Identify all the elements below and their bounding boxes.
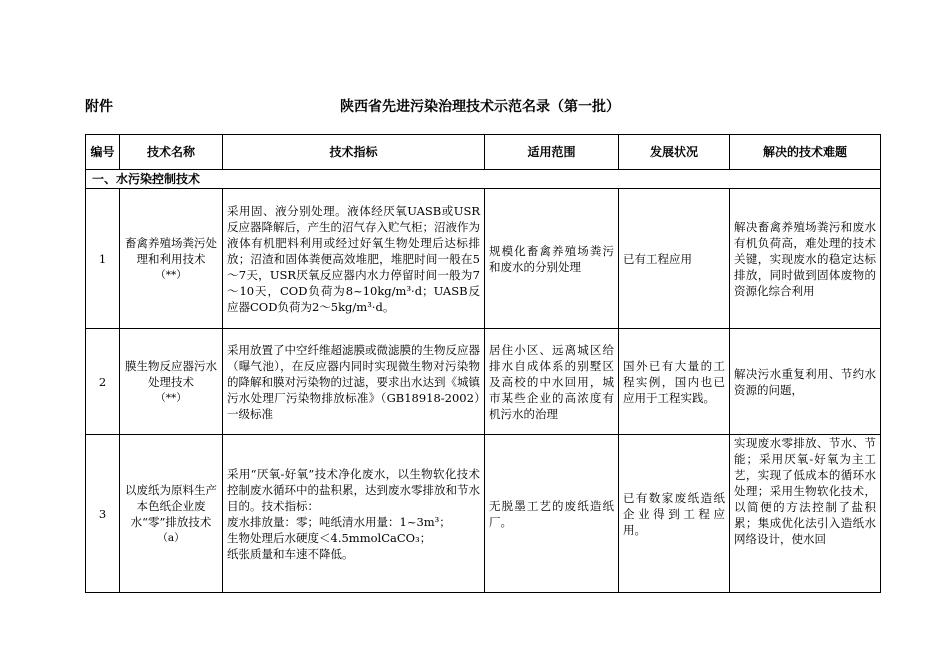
tech-scope: 规模化畜禽养殖场粪污和废水的分别处理: [485, 189, 619, 329]
col-header-tech-name: 技术名称: [120, 135, 223, 170]
tech-problem: 解决畜禽养殖场粪污和废水有机负荷高，难处理的技术关键，实现废水的稳定达标排放，同时做到固体废物的资源化综合利用: [730, 189, 881, 329]
row-number: 3: [86, 435, 120, 593]
tech-metric-cell: [223, 435, 485, 593]
tech-scope: 居住小区、远离城区给排水自成体系的别墅区及高校的中水回用，城市某些企业的高浓度有机污水的治理: [485, 329, 619, 435]
technology-table: [85, 134, 881, 593]
tech-metric-line: 纸张质量和车速不降低。: [227, 546, 354, 561]
tech-status: 国外已有大量的工程实例，国内也已应用于工程实践。: [619, 329, 730, 435]
col-header-status: 发展状况: [619, 135, 730, 170]
tech-status: 已有数家废纸造纸企业得到工程应用。: [619, 435, 730, 593]
tech-status: 已有工程应用: [619, 189, 730, 329]
tech-name-cell: [120, 189, 223, 329]
table-row: [86, 189, 881, 329]
tech-metric: 采用放置了中空纤维超滤膜或微滤膜的生物反应器（曝气池），在反应器内同时实现微生物对污染物的降解和膜对污染物的过滤，要求出水达到《城镇污水处理厂污染物排放标准》（GB18918-2002）一级标准: [223, 329, 485, 435]
row-number: 1: [86, 189, 120, 329]
tech-metric: 采用固、液分别处理。液体经厌氧UASB或USR反应器降解后，产生的沼气存入贮气柜；沼液作为液体有机肥料利用或经过好氧生物处理后达标排放；沼渣和固体粪便高效堆肥，堆肥时间一般在5～7天，USR厌氧反应器内水力停留时间一般为7～10天，COD负荷为8~10kg/m³·d；UASB反应器COD负荷为2～5kg/m³·d。: [223, 189, 485, 329]
col-header-tech-metrics: 技术指标: [223, 135, 485, 170]
tech-problem: 解决污水重复利用、节约水资源的问题，: [730, 329, 881, 435]
tech-name: 畜禽养殖场粪污处理和利用技术: [125, 235, 217, 266]
table-header-row: [86, 135, 881, 170]
tech-problem: 实现废水零排放、节水、节能；采用厌氧-好氧为主工艺，实现了低成本的循环水处理；采用生物软化技术，以简便的方法控制了盐积累；集成优化法引入造纸水网络设计，使水回: [734, 436, 876, 546]
section-title: 一、水污染控制技术: [86, 170, 881, 189]
tech-mark: （**）: [155, 268, 187, 281]
table-row: [86, 329, 881, 435]
col-header-scope: 适用范围: [485, 135, 619, 170]
row-number: 2: [86, 329, 120, 435]
tech-scope: 无脱墨工艺的废纸造纸厂。: [485, 435, 619, 593]
page-title: 陕西省先进污染治理技术示范名录（第一批）: [340, 99, 620, 115]
tech-problem-cell: [730, 435, 881, 593]
col-header-number: 编号: [86, 135, 120, 170]
tech-metric-line: 采用“厌氧-好氧”技术净化废水，以生物软化技术控制废水循环中的盐积累，达到废水零排放和节水目的。技术指标：: [227, 466, 480, 513]
col-header-problems: 解决的技术难题: [730, 135, 881, 170]
tech-name-cell: [120, 435, 223, 593]
tech-name-cell: [120, 329, 223, 435]
document-header: [85, 96, 880, 118]
tech-name: 膜生物反应器污水处理技术: [125, 358, 217, 389]
tech-mark: （a）: [157, 531, 185, 544]
tech-metric-line: 生物处理后水硬度＜4.5mmolCaCO₃；: [227, 530, 432, 545]
tech-mark: （**）: [155, 391, 187, 404]
tech-metric-line: 废水排放量：零；吨纸清水用量：1~3m³；: [227, 514, 451, 529]
attachment-label: 附件: [85, 99, 113, 115]
tech-name: 以废纸为原料生产本色纸企业废水“零”排放技术: [125, 482, 217, 529]
table-row: [86, 435, 881, 593]
section-row: [86, 170, 881, 189]
